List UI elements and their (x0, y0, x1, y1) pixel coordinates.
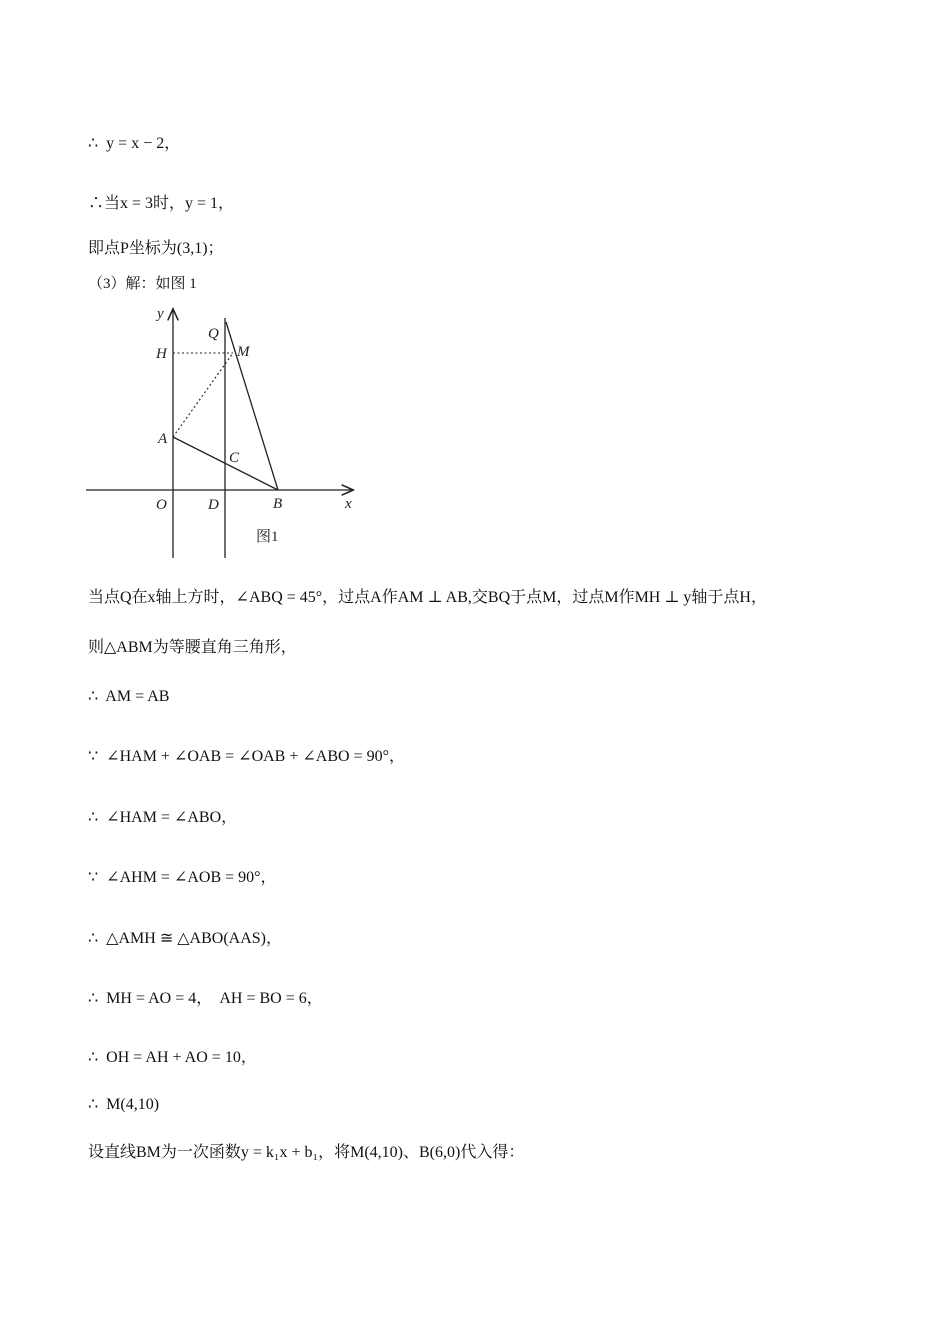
step-line-8: ∵ ∠HAM + ∠OAB = ∠OAB + ∠ABO = 90°， (88, 748, 405, 765)
step-line-14: ∴ M(4,10) (88, 1096, 160, 1113)
label-c: C (229, 450, 240, 466)
label-q: Q (208, 326, 219, 342)
label-x: x (345, 496, 352, 512)
label-a: A (158, 431, 168, 447)
part-3-heading: （3）解：如图 1 (88, 276, 197, 292)
step-line-13: ∴ OH = AH + AO = 10， (88, 1049, 257, 1066)
label-m: M (237, 344, 250, 360)
step-line-15: 设直线BM为一次函数y = k₁x + b₁，将M(4,10)、B(6,0)代入得： (88, 1144, 525, 1161)
label-o: O (156, 497, 167, 513)
step-line-9: ∴ ∠HAM = ∠ABO， (88, 809, 238, 826)
step-line-2: ∴当x = 3时，y = 1， (88, 195, 235, 212)
label-b: B (273, 496, 283, 512)
step-line-6: 则△ABM为等腰直角三角形， (88, 639, 297, 656)
geometry-diagram (84, 300, 364, 565)
step-line-11: ∴ △AMH ≅ △ABO(AAS)， (88, 930, 282, 947)
step-line-7: ∴ AM = AB (88, 688, 170, 705)
step-line-12: ∴ MH = AO = 4， AH = BO = 6， (88, 990, 323, 1007)
segment-am (173, 353, 233, 437)
figure-1 (84, 300, 364, 565)
step-line-3: 即点P坐标为(3,1)； (88, 240, 224, 257)
step-line-1: ∴ y = x − 2， (88, 135, 181, 152)
label-h: H (156, 346, 167, 362)
step-line-10: ∵ ∠AHM = ∠AOB = 90°， (88, 869, 277, 886)
label-d: D (208, 497, 219, 513)
figure-caption: 图1 (256, 529, 279, 545)
step-line-5: 当点Q在x轴上方时，∠ABQ = 45°，过点A作AM ⊥ AB,交BQ于点M，过点M作MH ⊥ y轴于点H， (88, 589, 767, 606)
label-y: y (157, 306, 164, 322)
